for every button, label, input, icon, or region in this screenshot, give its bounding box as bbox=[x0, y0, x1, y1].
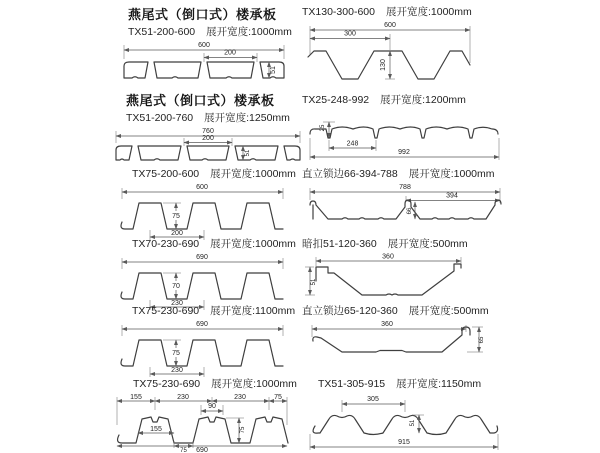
dim-label: 75 bbox=[172, 350, 180, 357]
dim-label: 25 bbox=[320, 124, 326, 132]
section-subtitle bbox=[132, 236, 296, 251]
model-label: TX51-305-915 bbox=[318, 378, 386, 390]
section-tx51-200-760 bbox=[110, 90, 306, 165]
model-label: TX25-248-992 bbox=[302, 94, 370, 106]
dim-label: 51 bbox=[311, 278, 317, 286]
profile-outline bbox=[316, 264, 461, 295]
dim-label: 51 bbox=[410, 419, 416, 427]
dim-label: 248 bbox=[346, 140, 359, 148]
dim-label: 51 bbox=[270, 66, 277, 74]
profile-drawing-tx51-200-600 bbox=[112, 41, 297, 87]
profile-drawing-tx75-230-690a bbox=[110, 320, 295, 382]
section-title: 燕尾式（倒口式）楼承板 bbox=[126, 93, 275, 108]
section-subtitle bbox=[302, 236, 477, 251]
dim-label: 75 bbox=[274, 394, 282, 401]
model-label: TX75-230-690 bbox=[133, 378, 201, 390]
model-label: TX70-230-690 bbox=[132, 238, 200, 250]
profile-drawing-tx25-248-992 bbox=[302, 109, 507, 161]
model-label: 暗扣51-120-360 bbox=[302, 238, 377, 250]
profile-outline bbox=[308, 51, 470, 79]
dim-label: 90 bbox=[208, 403, 216, 410]
section-subtitle bbox=[128, 24, 297, 39]
model-label: TX130-300-600 bbox=[302, 6, 375, 18]
section-subtitle bbox=[318, 376, 507, 391]
width-label: 展开宽度:1000mm bbox=[210, 238, 296, 250]
dim-label: 230 bbox=[177, 394, 189, 401]
model-label: TX75-200-600 bbox=[132, 168, 200, 180]
profile-outline bbox=[116, 146, 300, 160]
profile-outline bbox=[310, 200, 501, 219]
dim-label: 130 bbox=[380, 59, 387, 71]
dim-label: 200 bbox=[171, 230, 183, 237]
profile-outline bbox=[313, 415, 497, 434]
dim-label: 51 bbox=[245, 149, 251, 157]
width-label: 展开宽度:1000mm bbox=[211, 378, 297, 390]
dim-label: 394 bbox=[446, 192, 458, 200]
width-label: 展开宽度:1200mm bbox=[380, 94, 466, 106]
section-tx75-230-690-1100 bbox=[110, 303, 295, 382]
dim-label: 690 bbox=[196, 254, 208, 261]
profile-outline bbox=[313, 327, 470, 352]
profile-outline bbox=[124, 62, 284, 78]
profile-outline bbox=[121, 273, 283, 299]
section-tx130-300-600 bbox=[302, 4, 477, 89]
model-label: 直立锁边65-120-360 bbox=[302, 305, 398, 317]
dim-label: 300 bbox=[344, 30, 356, 38]
width-label: 展开宽度:1000mm bbox=[210, 168, 296, 180]
model-label: TX75-230-690 bbox=[132, 305, 200, 317]
dim-label: 305 bbox=[367, 396, 379, 403]
model-label: TX51-200-760 bbox=[126, 112, 194, 124]
section-subtitle bbox=[302, 92, 507, 107]
section-tx75-200-600 bbox=[110, 166, 296, 245]
dim-label: 915 bbox=[398, 439, 410, 446]
profile-drawing-clip-51 bbox=[302, 253, 477, 305]
dim-label: 75 bbox=[240, 426, 246, 434]
profile-outline bbox=[121, 203, 283, 229]
section-subtitle bbox=[302, 166, 507, 181]
dim-label: 200 bbox=[202, 135, 214, 142]
model-label: 直立锁边66-394-788 bbox=[302, 168, 398, 180]
dim-label: 230 bbox=[234, 394, 246, 401]
section-clip-51-120-360 bbox=[302, 236, 477, 305]
section-title: 燕尾式（倒口式）楼承板 bbox=[128, 7, 277, 22]
section-seam-65-120-360 bbox=[302, 303, 489, 364]
dim-label: 788 bbox=[399, 184, 411, 191]
dim-label: 992 bbox=[398, 149, 410, 156]
section-tx51-305-915 bbox=[302, 376, 507, 453]
dim-label: 360 bbox=[381, 321, 393, 328]
dim-label: 75 bbox=[180, 448, 187, 453]
dim-label: 600 bbox=[384, 22, 396, 29]
width-label: 展开宽度:1250mm bbox=[204, 112, 290, 124]
model-label: TX51-200-600 bbox=[128, 26, 196, 38]
width-label: 展开宽度:500mm bbox=[387, 238, 468, 250]
dim-label: 600 bbox=[196, 184, 208, 191]
dim-label: 230 bbox=[171, 367, 183, 374]
section-subtitle bbox=[302, 4, 477, 19]
dim-label: 600 bbox=[198, 42, 210, 49]
section-tx25-248-992 bbox=[302, 92, 507, 161]
profile-drawing-tx51-200-760 bbox=[110, 127, 306, 165]
profile-drawing-seam-66 bbox=[302, 183, 507, 231]
dim-label: 200 bbox=[224, 49, 236, 57]
dim-label: 690 bbox=[196, 321, 208, 328]
section-subtitle bbox=[132, 166, 296, 181]
width-label: 展开宽度:500mm bbox=[408, 305, 489, 317]
width-label: 展开宽度:1000mm bbox=[206, 26, 292, 38]
dim-label: 230 bbox=[171, 300, 183, 307]
section-subtitle bbox=[302, 303, 489, 318]
width-label: 展开宽度:1000mm bbox=[385, 6, 472, 18]
profile-outline bbox=[121, 340, 283, 366]
section-subtitle bbox=[133, 376, 300, 391]
dim-label: 75 bbox=[172, 213, 180, 220]
dim-label: 360 bbox=[382, 253, 394, 261]
dim-label: 155 bbox=[150, 426, 162, 433]
dim-label: 155 bbox=[130, 394, 142, 401]
dim-label: 66 bbox=[407, 207, 413, 215]
section-seam-66-394-788 bbox=[302, 166, 507, 231]
width-label: 展开宽度:1000mm bbox=[408, 168, 495, 180]
width-label: 展开宽度:1150mm bbox=[396, 378, 482, 390]
section-tx51-200-600 bbox=[112, 4, 297, 87]
profile-drawing-tx130-300-600 bbox=[302, 21, 477, 89]
dim-label: 65 bbox=[479, 336, 485, 344]
profile-outline bbox=[118, 417, 288, 443]
profile-drawing-seam-65 bbox=[302, 320, 487, 364]
section-subtitle bbox=[132, 303, 295, 318]
profile-drawing-tx75-230-690b bbox=[105, 393, 300, 453]
profile-outline bbox=[310, 127, 498, 138]
profile-drawing-tx51-305-915 bbox=[302, 393, 507, 453]
dim-label: 690 bbox=[196, 447, 208, 453]
section-tx75-230-690-1000 bbox=[105, 376, 300, 453]
dim-label: 70 bbox=[172, 283, 180, 290]
dim-label: 760 bbox=[202, 128, 214, 135]
section-subtitle bbox=[126, 110, 306, 125]
width-label: 展开宽度:1100mm bbox=[210, 305, 296, 317]
